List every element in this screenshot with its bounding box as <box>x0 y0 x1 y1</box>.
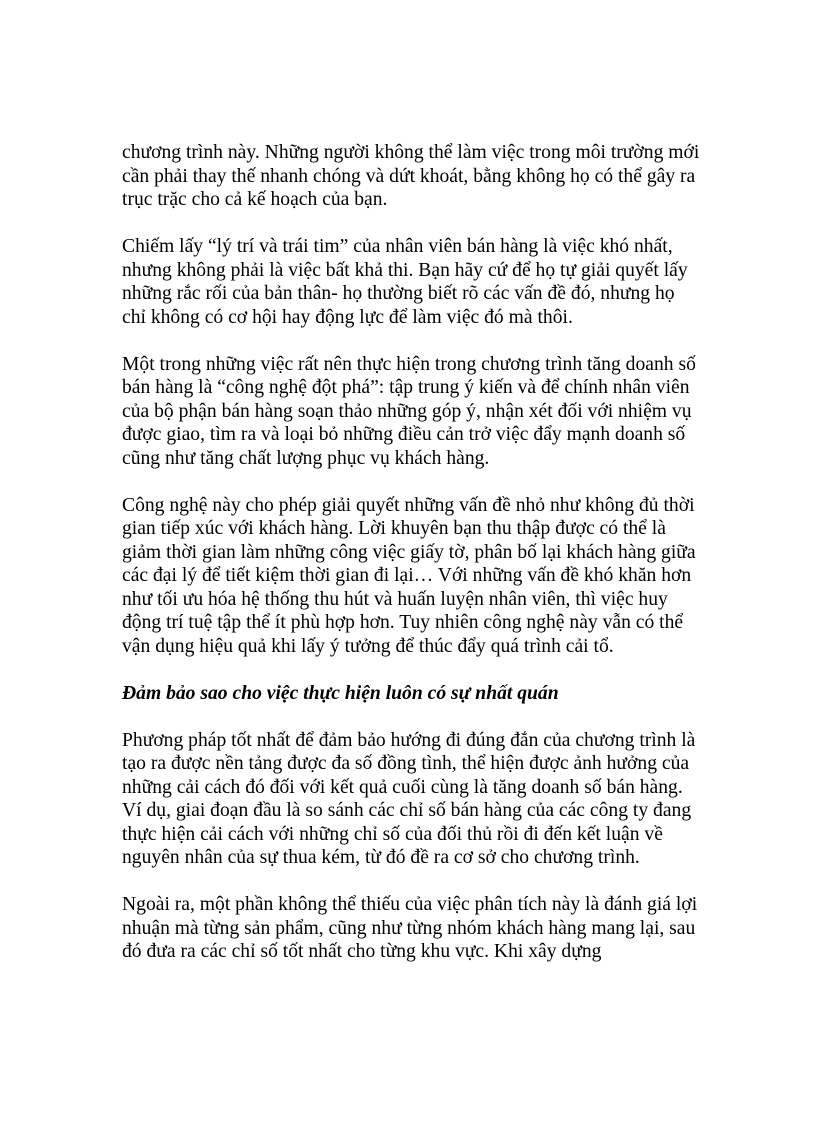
paragraph-6: Ngoài ra, một phần không thể thiếu của việc phân tích này là đánh giá lợi nhuận mà từng sản phẩm, cũng như từng nhóm khách hàng mang lại, sau đó đưa ra các chỉ số tốt nhất cho từng khu vực. Khi xây dựng <box>122 894 698 962</box>
paragraph-4: Công nghệ này cho phép giải quyết những vấn đề nhỏ như không đủ thời gian tiếp xúc với khách hàng. Lời khuyên bạn thu thập được có thể là giảm thời gian làm những công việc giấy tờ, phân bố lại khách hàng giữa các đại lý để tiết kiệm thời gian đi lại… Với những vấn đề khó khăn hơn như tối ưu hóa hệ thống thu hút và huấn luyện nhân viên, thì việc huy động trí tuệ tập thể ít phù hợp hơn. Tuy nhiên công nghệ này vẫn có thể vận dụng hiệu quả khi lấy ý tưởng để thúc đẩy quá trình cải tổ. <box>122 494 696 657</box>
document-body <box>122 141 702 964</box>
paragraph-2: Chiếm lấy “lý trí và trái tim” của nhân viên bán hàng là việc khó nhất, nhưng không phải là việc bất khả thi. Bạn hãy cứ để họ tự giải quyết lấy những rắc rối của bản thân- họ thường biết rõ các vấn đề đó, nhưng họ chỉ không có cơ hội hay động lực để làm việc đó mà thôi. <box>122 236 688 328</box>
paragraph-1: chương trình này. Những người không thể làm việc trong môi trường mới cần phải thay thế nhanh chóng và dứt khoát, bằng không họ có thể gây ra trục trặc cho cả kế hoạch của bạn. <box>122 142 700 210</box>
paragraph-3: Một trong những việc rất nên thực hiện trong chương trình tăng doanh số bán hàng là “công nghệ đột phá”: tập trung ý kiến và để chính nhân viên của bộ phận bán hàng soạn thảo những góp ý, nhận xét đối với nhiệm vụ được giao, tìm ra và loại bỏ những điều cản trở việc đẩy mạnh doanh số cũng như tăng chất lượng phục vụ khách hàng. <box>122 353 696 469</box>
paragraph-5: Phương pháp tốt nhất để đảm bảo hướng đi đúng đắn của chương trình là tạo ra được nền tảng được đa số đồng tình, thể hiện được ảnh hưởng của những cải cách đó đối với kết quả cuối cùng là tăng doanh số bán hàng. Ví dụ, giai đoạn đầu là so sánh các chỉ số bán hàng của các công ty đang thực hiện cải cách với những chỉ số của đối thủ rồi đi đến kết luận về nguyên nhân của sự thua kém, từ đó đề ra cơ sở cho chương trình. <box>122 729 696 868</box>
section-heading: Đảm bảo sao cho việc thực hiện luôn có sự nhất quán <box>122 682 559 704</box>
